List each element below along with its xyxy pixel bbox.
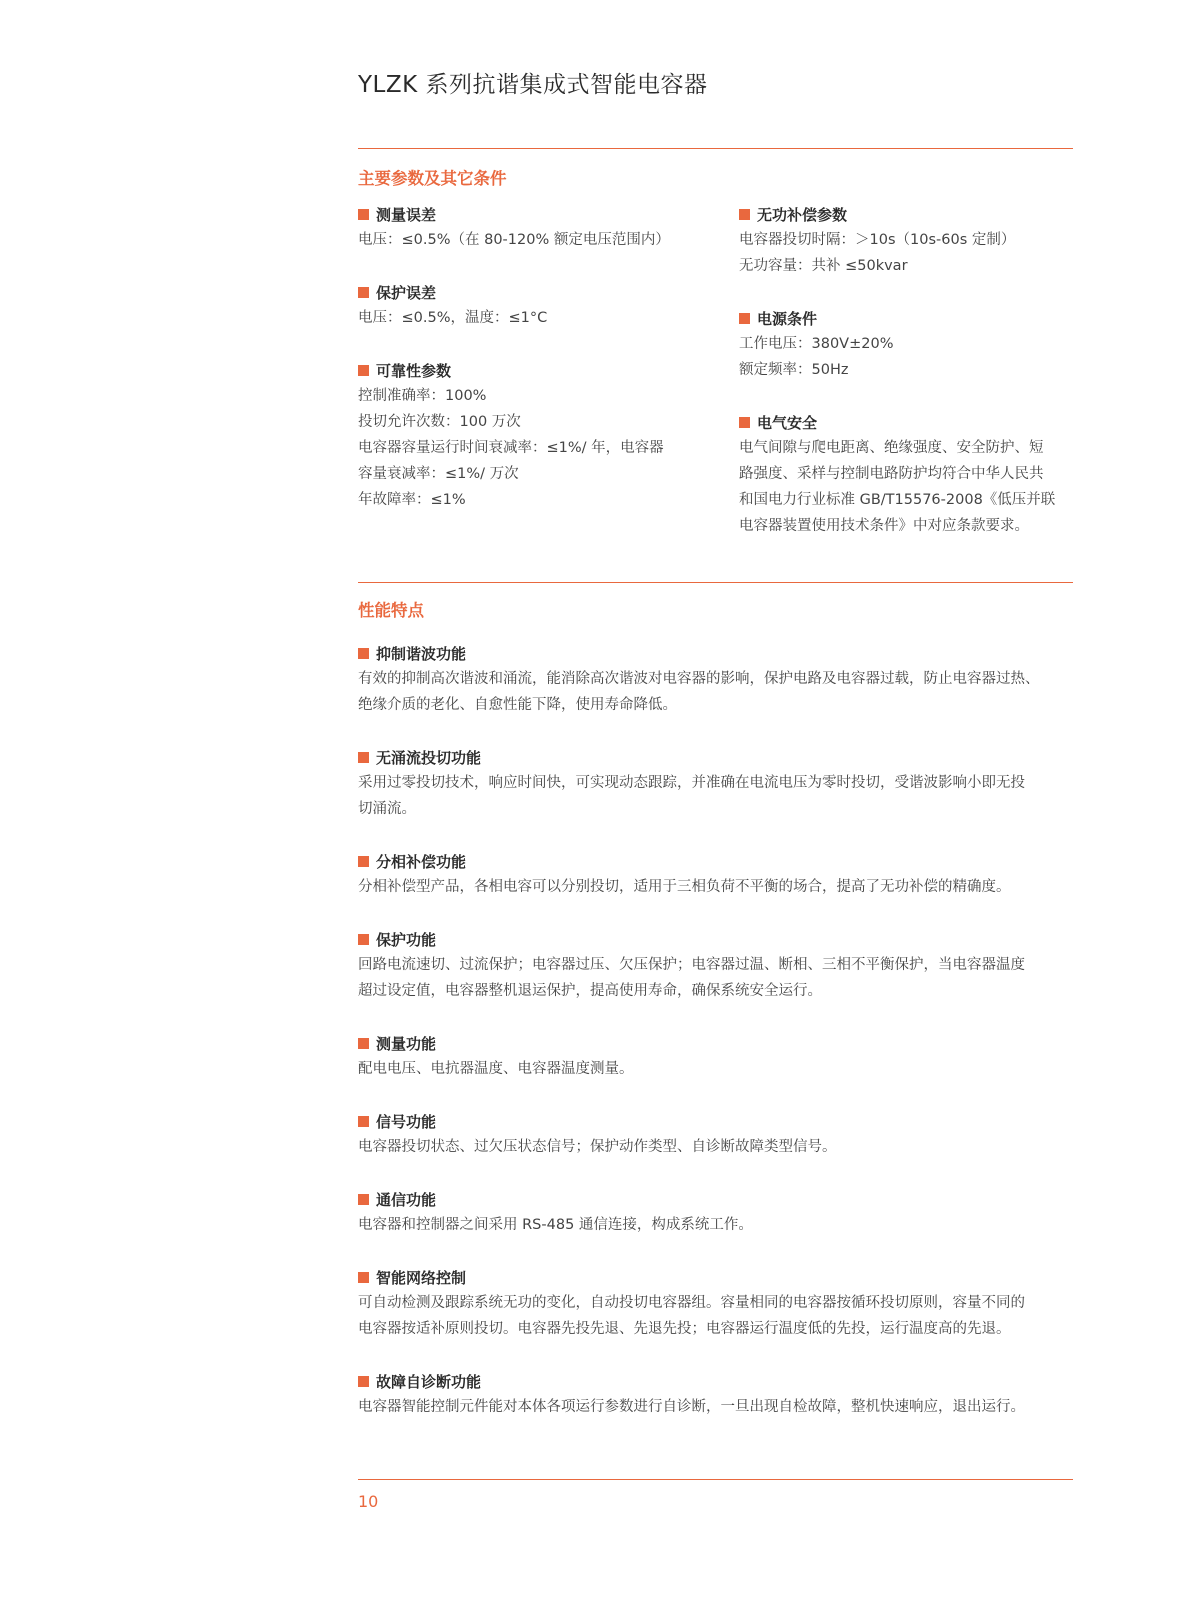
param-heading: 无功补偿参数 — [757, 205, 848, 224]
feature-heading: 故障自诊断功能 — [376, 1372, 482, 1391]
feature-block — [358, 1368, 1025, 1420]
param-line: 无功容量：共补 ≤50kvar — [739, 258, 908, 274]
feature-line: 电容器和控制器之间采用 RS-485 通信连接，构成系统工作。 — [358, 1217, 753, 1233]
feature-block — [358, 1186, 753, 1238]
param-block-power — [739, 305, 893, 383]
feature-block — [358, 1264, 1025, 1342]
bullet-square-icon — [739, 209, 750, 220]
param-heading: 可靠性参数 — [376, 361, 452, 380]
param-line: 控制准确率：100% — [358, 388, 487, 404]
param-block-electrical-safety — [739, 409, 1055, 539]
feature-line: 电容器智能控制元件能对本体各项运行参数进行自诊断，一旦出现自检故障，整机快速响应，退出运行。 — [358, 1399, 1025, 1415]
feature-line: 电容器按适补原则投切。电容器先投先退、先退先投；电容器运行温度低的先投，运行温度高的先退。 — [358, 1321, 1011, 1337]
section-divider — [358, 148, 1073, 149]
param-heading: 保护误差 — [376, 283, 437, 302]
param-line: 电压：≤0.5%，温度：≤1°C — [358, 310, 548, 326]
feature-heading: 分相补偿功能 — [376, 852, 467, 871]
param-line: 额定频率：50Hz — [739, 362, 849, 378]
bullet-square-icon — [358, 1376, 369, 1387]
param-line: 电压：≤0.5%（在 80-120% 额定电压范围内） — [358, 232, 670, 248]
feature-heading: 无涌流投切功能 — [376, 748, 482, 767]
param-block-protect-error — [358, 279, 547, 331]
feature-line: 回路电流速切、过流保护；电容器过压、欠压保护；电容器过温、断相、三相不平衡保护，当电容器温度 — [358, 957, 1025, 973]
feature-line: 超过设定值，电容器整机退运保护，提高使用寿命，确保系统安全运行。 — [358, 983, 822, 999]
feature-heading: 信号功能 — [376, 1112, 437, 1131]
param-line: 电容器容量运行时间衰减率：≤1%/ 年，电容器 — [358, 440, 664, 456]
bullet-square-icon — [358, 1116, 369, 1127]
feature-block — [358, 926, 1025, 1004]
feature-line: 绝缘介质的老化、自愈性能下降，使用寿命降低。 — [358, 697, 677, 713]
page-title: YLZK 系列抗谐集成式智能电容器 — [358, 72, 708, 98]
bullet-square-icon — [358, 1272, 369, 1283]
feature-line: 可自动检测及跟踪系统无功的变化，自动投切电容器组。容量相同的电容器按循环投切原则，容量不同的 — [358, 1295, 1025, 1311]
bullet-square-icon — [358, 856, 369, 867]
feature-heading: 通信功能 — [376, 1190, 437, 1209]
bullet-square-icon — [358, 752, 369, 763]
features-section-title: 性能特点 — [358, 601, 424, 620]
section-divider — [358, 582, 1073, 583]
params-section-title: 主要参数及其它条件 — [358, 169, 507, 188]
footer-divider — [358, 1479, 1073, 1480]
feature-line: 切涌流。 — [358, 801, 416, 817]
bullet-square-icon — [739, 417, 750, 428]
feature-heading: 保护功能 — [376, 930, 437, 949]
bullet-square-icon — [358, 1194, 369, 1205]
feature-block — [358, 744, 1025, 822]
param-heading: 电气安全 — [757, 413, 818, 432]
bullet-square-icon — [358, 648, 369, 659]
feature-line: 采用过零投切技术，响应时间快，可实现动态跟踪，并准确在电流电压为零时投切，受谐波影响小即无投 — [358, 775, 1025, 791]
bullet-square-icon — [358, 934, 369, 945]
bullet-square-icon — [739, 313, 750, 324]
param-line: 电气间隙与爬电距离、绝缘强度、安全防护、短 — [739, 440, 1044, 456]
feature-block — [358, 848, 1011, 900]
param-line: 路强度、采样与控制电路防护均符合中华人民共 — [739, 466, 1044, 482]
bullet-square-icon — [358, 287, 369, 298]
param-block-reactive — [739, 201, 1015, 279]
param-line: 年故障率：≤1% — [358, 492, 466, 508]
feature-heading: 智能网络控制 — [376, 1268, 467, 1287]
param-line: 工作电压：380V±20% — [739, 336, 894, 352]
param-block-measure-error — [358, 201, 670, 253]
bullet-square-icon — [358, 1038, 369, 1049]
feature-heading: 抑制谐波功能 — [376, 644, 467, 663]
feature-line: 有效的抑制高次谐波和涌流，能消除高次谐波对电容器的影响，保护电路及电容器过载，防止电容器过热、 — [358, 671, 1040, 687]
feature-block — [358, 640, 1040, 718]
param-line: 和国电力行业标准 GB/T15576-2008《低压并联 — [739, 492, 1056, 508]
bullet-square-icon — [358, 209, 369, 220]
bullet-square-icon — [358, 365, 369, 376]
param-line: 电容器投切时隔：＞10s（10s-60s 定制） — [739, 232, 1016, 248]
param-line: 容量衰减率：≤1%/ 万次 — [358, 466, 519, 482]
feature-line: 电容器投切状态、过欠压状态信号；保护动作类型、自诊断故障类型信号。 — [358, 1139, 837, 1155]
feature-block — [358, 1030, 634, 1082]
page-number: 10 — [358, 1492, 379, 1511]
param-line: 投切允许次数：100 万次 — [358, 414, 521, 430]
param-heading: 测量误差 — [376, 205, 437, 224]
feature-line: 配电电压、电抗器温度、电容器温度测量。 — [358, 1061, 634, 1077]
param-line: 电容器装置使用技术条件》中对应条款要求。 — [739, 518, 1029, 534]
feature-line: 分相补偿型产品，各相电容可以分别投切，适用于三相负荷不平衡的场合，提高了无功补偿的精确度。 — [358, 879, 1011, 895]
feature-block — [358, 1108, 837, 1160]
param-heading: 电源条件 — [757, 309, 818, 328]
param-block-reliability — [358, 357, 664, 513]
feature-heading: 测量功能 — [376, 1034, 437, 1053]
